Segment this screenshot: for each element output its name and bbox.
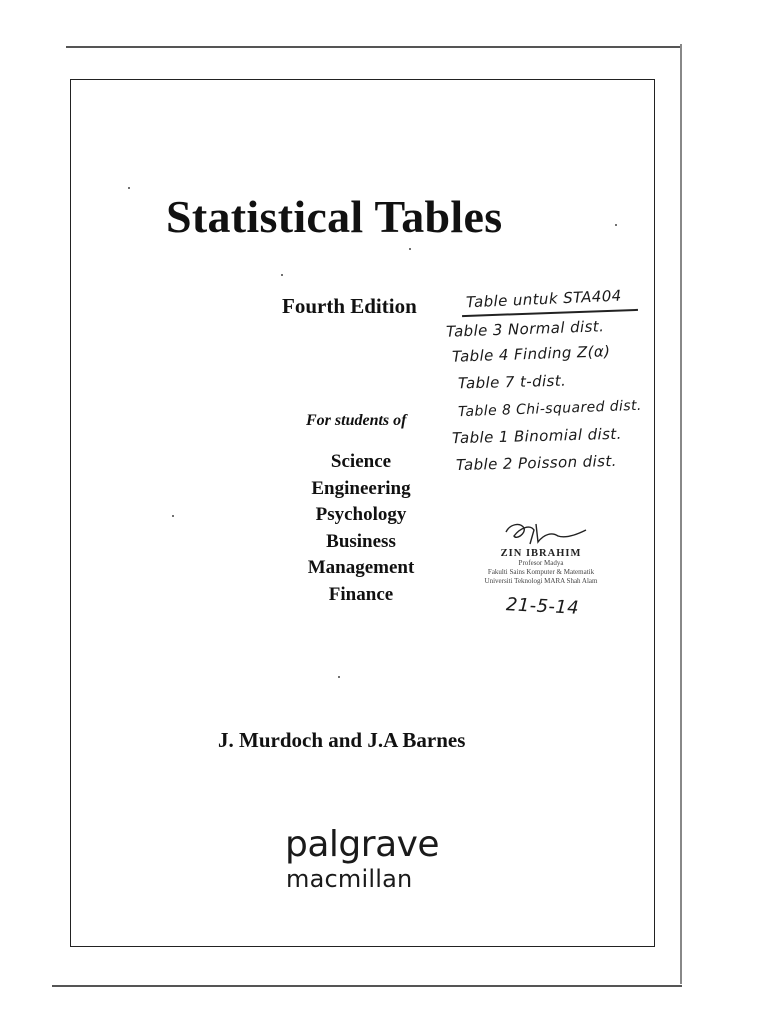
scan-right-edge <box>680 44 682 984</box>
subject-list <box>270 449 452 608</box>
scan-speck <box>128 187 130 189</box>
publisher-logo <box>285 824 440 893</box>
official-stamp <box>466 548 616 586</box>
book-title: Statistical Tables <box>166 191 503 242</box>
scan-speck <box>281 274 283 276</box>
scan-speck <box>409 248 411 250</box>
stamp-line: Universiti Teknologi MARA Shah Alam <box>484 577 598 585</box>
handwritten-heading: Table untuk STA404 <box>465 286 623 312</box>
subject-item: Management <box>307 557 415 578</box>
edition-label: Fourth Edition <box>282 294 417 318</box>
authors: J. Murdoch and J.A Barnes <box>218 728 466 752</box>
audience-label: For students of <box>306 412 407 429</box>
handwritten-note: Table 3 Normal dist. <box>445 317 605 341</box>
scan-top-line <box>66 46 680 48</box>
stamp-name: ZIN IBRAHIM <box>500 548 582 559</box>
handwritten-note: Table 8 Chi-squared dist. <box>457 397 643 421</box>
handwritten-note: Table 4 Finding Z(α) <box>451 342 611 366</box>
handwritten-note: Table 1 Binomial dist. <box>451 424 622 448</box>
subject-item: Engineering <box>311 477 411 499</box>
publisher-line-1: palgrave <box>285 824 440 865</box>
subject-item: Finance <box>328 583 394 605</box>
subject-item: Psychology <box>315 504 407 525</box>
scan-speck <box>615 224 617 226</box>
subject-item: Science <box>330 451 392 472</box>
scan-speck <box>172 515 174 517</box>
handwritten-date: 21-5-14 <box>505 594 580 619</box>
stamp-line: Profesor Madya <box>518 559 564 567</box>
publisher-line-2: macmillan <box>286 865 413 893</box>
signature-icon <box>500 516 590 548</box>
stamp-line: Fakulti Sains Komputer & Matematik <box>487 568 595 576</box>
handwritten-note: Table 2 Poisson dist. <box>455 451 618 475</box>
handwritten-note: Table 7 t-dist. <box>457 371 567 393</box>
scan-speck <box>338 676 340 678</box>
scan-bottom-line <box>52 985 682 987</box>
subject-item: Business <box>326 530 396 552</box>
